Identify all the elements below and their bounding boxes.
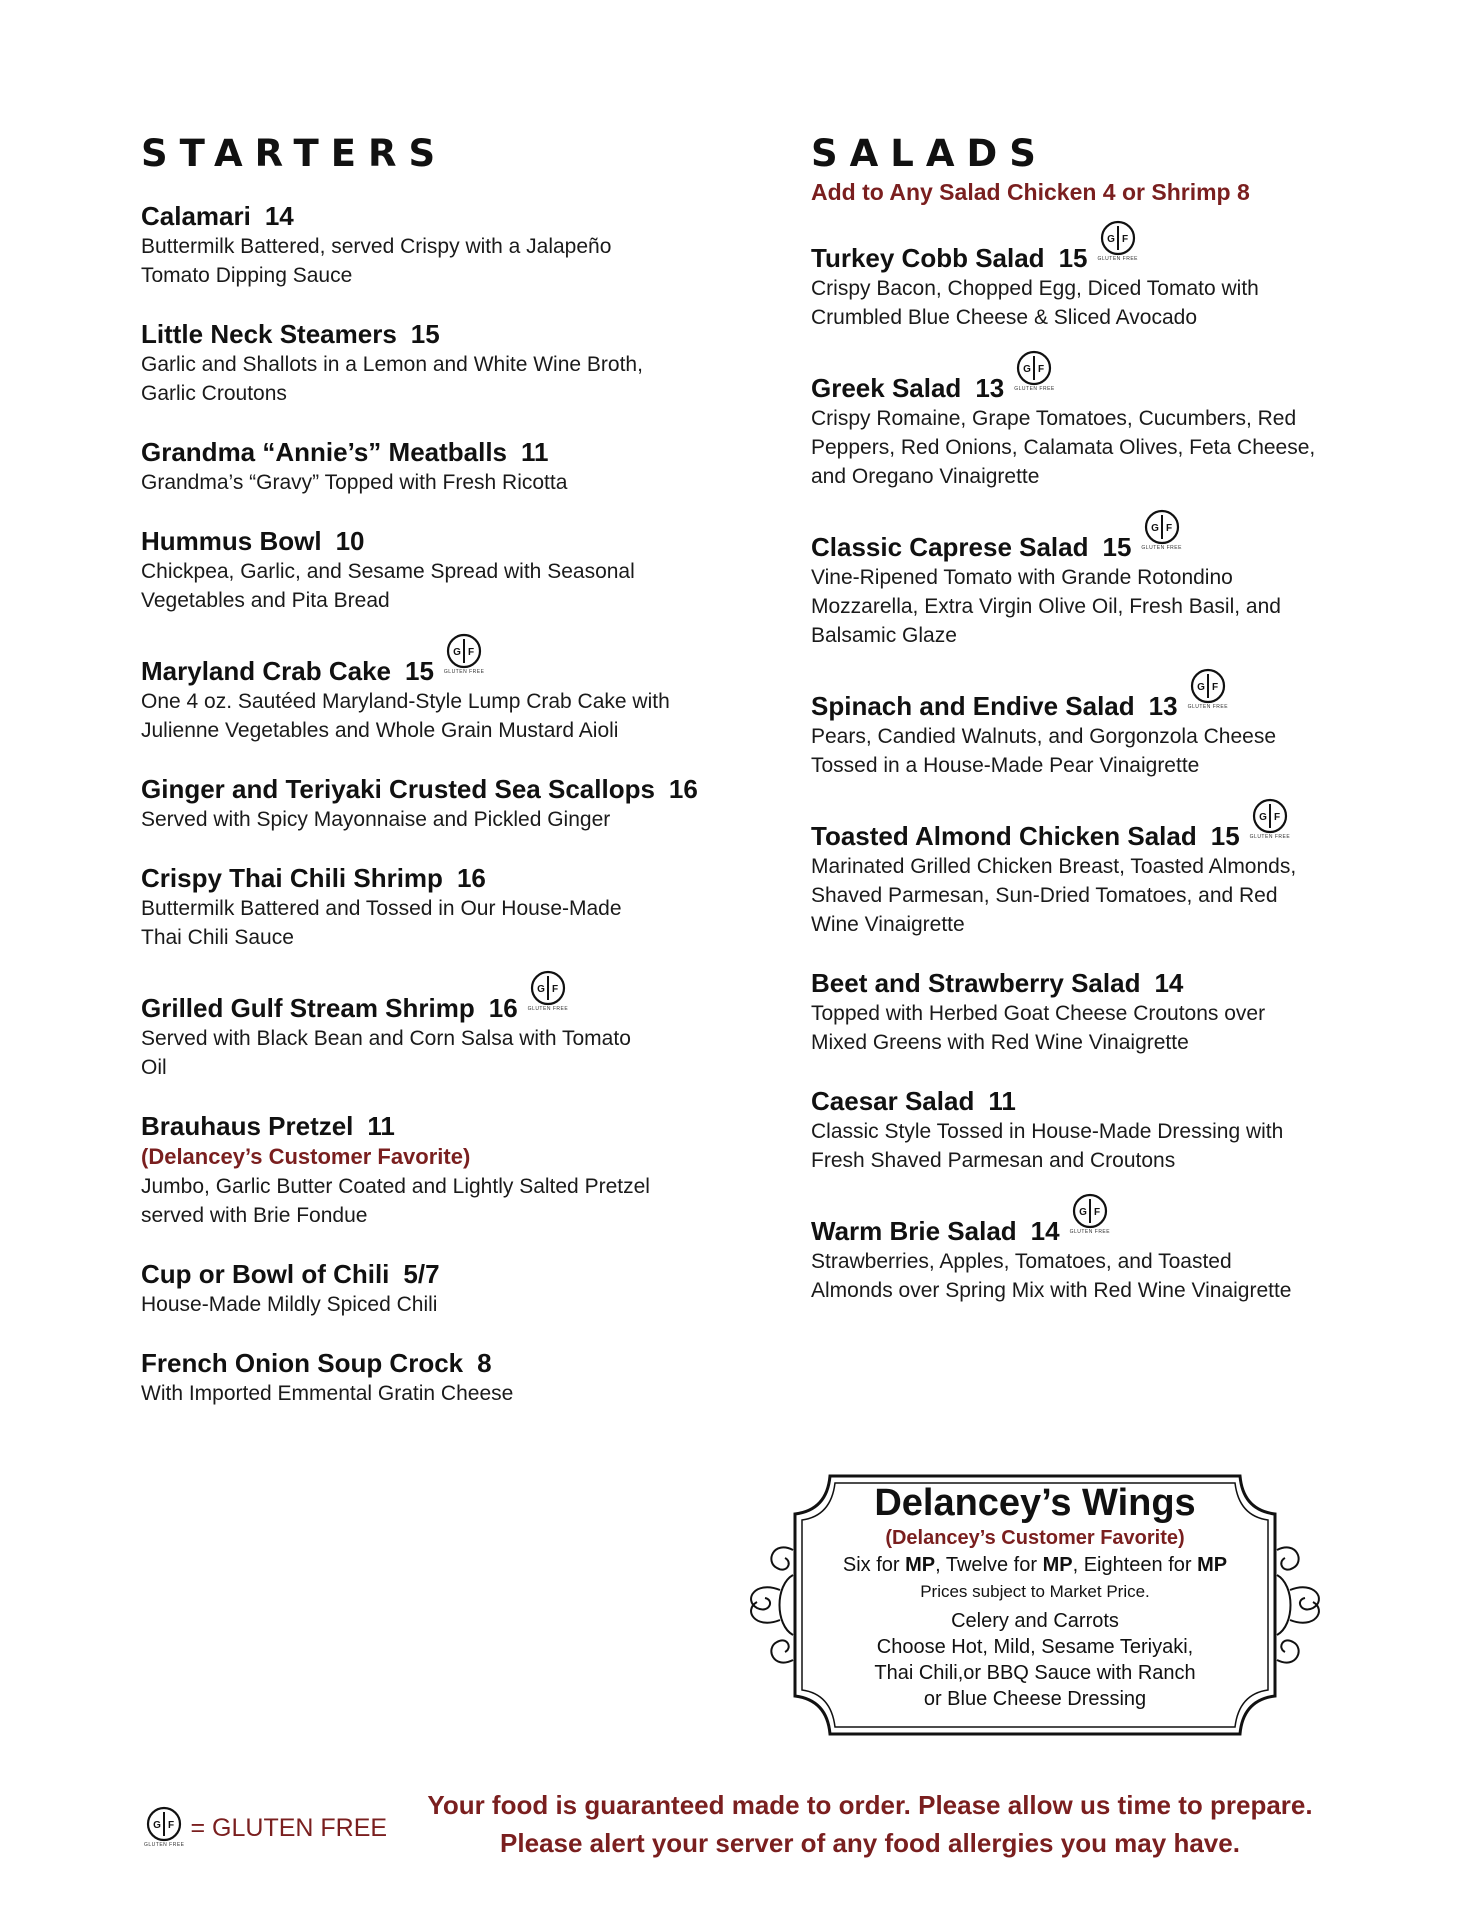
svg-text:F: F [168, 1820, 175, 1831]
item-header [141, 1258, 701, 1290]
svg-text:G: G [153, 1820, 162, 1831]
gluten-free-icon [1070, 1193, 1111, 1235]
item-name: Ginger and Teriyaki Crusted Sea Scallops [141, 774, 655, 804]
gluten-free-icon-caption: GLUTEN FREE [1014, 386, 1055, 392]
item-name: Turkey Cobb Salad [811, 243, 1045, 273]
item-price: 13 [975, 373, 1005, 403]
item-header [811, 967, 1371, 999]
item-name: Grandma “Annie’s” Meatballs [141, 437, 508, 467]
item-name: Cup or Bowl of Chili [141, 1259, 390, 1289]
item-description: House-Made Mildly Spiced Chili [141, 1293, 438, 1316]
item-price: 16 [668, 774, 698, 804]
gluten-free-icon-caption: GLUTEN FREE [1069, 1229, 1111, 1235]
salad-menu-item [811, 519, 1371, 650]
item-price: 11 [988, 1086, 1016, 1116]
starter-menu-item [141, 862, 701, 952]
salad-menu-item [811, 360, 1371, 491]
wings-box [735, 1470, 1335, 1740]
item-price: 14 [264, 201, 294, 231]
item-header [141, 436, 701, 468]
footer-line-1: Your food is guaranteed made to order. Please allow us time to prepare. [427, 1790, 1313, 1820]
item-header [141, 773, 701, 805]
gluten-free-icon [1014, 350, 1055, 392]
gluten-free-icon [1141, 509, 1182, 551]
item-price: 5/7 [403, 1259, 440, 1289]
starter-menu-item [141, 1347, 701, 1408]
item-price: 10 [335, 526, 365, 556]
salad-menu-item [811, 808, 1371, 939]
gluten-free-icon-caption: GLUTEN FREE [1097, 256, 1139, 262]
salad-menu-item [811, 1203, 1371, 1305]
svg-text:F: F [468, 647, 475, 658]
footer-message [370, 1786, 1370, 1862]
item-price: 16 [456, 863, 486, 893]
item-description: Buttermilk Battered and Tossed in Our House-Made Thai Chili Sauce [141, 897, 622, 949]
item-name: Calamari [141, 201, 251, 231]
item-description: Strawberries, Apples, Tomatoes, and Toasted Almonds over Spring Mix with Red Wine Vinaigrette [811, 1250, 1292, 1302]
item-description: Crispy Romaine, Grape Tomatoes, Cucumbers, Red Peppers, Red Onions, Calamata Olives, Feta Cheese, and Oregano Vinaigrette [811, 407, 1316, 488]
wings-price-note: Prices subject to Market Price. [920, 1582, 1150, 1601]
gluten-free-icon [1188, 668, 1229, 710]
salads-list [811, 230, 1371, 1305]
item-name: Crispy Thai Chili Shrimp [141, 863, 443, 893]
wings-twelve-label: , Twelve for [935, 1554, 1043, 1576]
item-name: French Onion Soup Crock [141, 1348, 464, 1378]
starters-title: STARTERS [141, 132, 448, 175]
salad-menu-item [811, 1085, 1371, 1175]
item-price: 15 [1058, 243, 1088, 273]
item-price: 8 [477, 1348, 492, 1378]
item-description: Grandma’s “Gravy” Topped with Fresh Ricotta [141, 471, 568, 494]
item-name: Grilled Gulf Stream Shrimp [141, 993, 475, 1023]
wings-six-label: Six for [842, 1554, 906, 1576]
item-name: Brauhaus Pretzel [141, 1111, 354, 1141]
gluten-free-icon [528, 970, 569, 1012]
item-description: With Imported Emmental Gratin Cheese [141, 1382, 514, 1405]
item-header [141, 318, 701, 350]
item-name: Beet and Strawberry Salad [811, 968, 1141, 998]
item-description: Served with Black Bean and Corn Salsa with Tomato Oil [141, 1027, 631, 1079]
item-header [811, 360, 1371, 404]
svg-text:F: F [551, 984, 558, 995]
svg-text:F: F [1038, 364, 1045, 375]
gluten-free-icon [1250, 798, 1291, 840]
starter-menu-item [141, 1110, 701, 1230]
starter-menu-item [141, 1258, 701, 1319]
item-favorite-label: (Delancey’s Customer Favorite) [141, 1144, 471, 1169]
item-price: 11 [367, 1111, 395, 1141]
item-header [141, 1347, 701, 1379]
item-name: Hummus Bowl [141, 526, 322, 556]
item-description: Chickpea, Garlic, and Sesame Spread with Seasonal Vegetables and Pita Bread [141, 560, 635, 612]
item-description: Marinated Grilled Chicken Breast, Toasted Almonds, Shaved Parmesan, Sun-Dried Tomatoes, and Red Wine Vinaigrette [811, 855, 1297, 936]
item-header [141, 980, 701, 1024]
item-name: Caesar Salad [811, 1086, 975, 1116]
item-price: 15 [410, 319, 440, 349]
svg-text:G: G [1259, 812, 1267, 823]
salads-title: SALADS [811, 132, 1048, 175]
item-name: Spinach and Endive Salad [811, 691, 1135, 721]
item-header [141, 525, 701, 557]
svg-text:G: G [1150, 523, 1159, 534]
item-description: Vine-Ripened Tomato with Grande Rotondino Mozzarella, Extra Virgin Olive Oil, Fresh Basil, and Balsamic Glaze [811, 566, 1281, 647]
svg-text:G: G [537, 984, 545, 995]
gluten-free-icon-caption: GLUTEN FREE [527, 1006, 569, 1012]
item-name: Warm Brie Salad [811, 1216, 1017, 1246]
starters-column [141, 132, 701, 1408]
gluten-free-icon-caption: GLUTEN FREE [443, 669, 485, 675]
item-header [811, 1203, 1371, 1247]
wings-eighteen-label: , Eighteen for [1072, 1554, 1198, 1576]
item-name: Little Neck Steamers [141, 319, 397, 349]
starters-list [141, 200, 701, 1408]
item-price: 14 [1154, 968, 1184, 998]
item-description: Topped with Herbed Goat Cheese Croutons over Mixed Greens with Red Wine Vinaigrette [811, 1002, 1266, 1054]
salads-column [811, 132, 1371, 1305]
item-description: Garlic and Shallots in a Lemon and White Wine Broth, Garlic Croutons [141, 353, 643, 405]
svg-text:G: G [1023, 364, 1032, 375]
wings-sizes [805, 1550, 1265, 1580]
item-description: Classic Style Tossed in House-Made Dressing with Fresh Shaved Parmesan and Croutons [811, 1120, 1284, 1172]
item-description: Pears, Candied Walnuts, and Gorgonzola Cheese Tossed in a House-Made Pear Vinaigrette [811, 725, 1276, 777]
item-name: Toasted Almond Chicken Salad [811, 821, 1197, 851]
gluten-free-icon-caption: GLUTEN FREE [1249, 834, 1291, 840]
item-price: 11 [521, 437, 549, 467]
item-header [811, 678, 1371, 722]
wings-twelve-price: MP [1042, 1554, 1073, 1576]
item-name: Greek Salad [811, 373, 962, 403]
item-header [811, 519, 1371, 563]
svg-text:G: G [453, 647, 462, 658]
gluten-free-legend [144, 1806, 387, 1850]
svg-text:G: G [1106, 234, 1115, 245]
item-description: Crispy Bacon, Chopped Egg, Diced Tomato with Crumbled Blue Cheese & Sliced Avocado [811, 277, 1259, 329]
item-description: Jumbo, Garlic Butter Coated and Lightly Salted Pretzel served with Brie Fondue [141, 1175, 650, 1227]
starter-menu-item [141, 980, 701, 1082]
item-price: 14 [1030, 1216, 1060, 1246]
svg-text:G: G [1196, 682, 1205, 693]
svg-text:F: F [1273, 812, 1280, 823]
salad-menu-item [811, 678, 1371, 780]
item-price: 15 [404, 656, 434, 686]
salads-addon-note: Add to Any Salad Chicken 4 or Shrimp 8 [811, 179, 1250, 205]
starter-menu-item [141, 318, 701, 408]
wings-six-price: MP [905, 1554, 936, 1576]
gluten-free-icon-caption: GLUTEN FREE [1141, 545, 1182, 551]
starter-menu-item [141, 525, 701, 615]
item-price: 15 [1210, 821, 1240, 851]
salad-menu-item [811, 230, 1371, 332]
wings-favorite-label: (Delancey’s Customer Favorite) [885, 1527, 1185, 1549]
gluten-free-icon-caption: GLUTEN FREE [1187, 704, 1229, 710]
wings-eighteen-price: MP [1197, 1554, 1228, 1576]
item-name: Classic Caprese Salad [811, 532, 1089, 562]
item-description: Buttermilk Battered, served Crispy with a Jalapeño Tomato Dipping Sauce [141, 235, 612, 287]
item-header [811, 1085, 1371, 1117]
gluten-free-legend-text: = GLUTEN FREE [190, 1813, 388, 1842]
item-header [141, 862, 701, 894]
item-name: Maryland Crab Cake [141, 656, 391, 686]
svg-text:G: G [1078, 1207, 1087, 1218]
svg-text:F: F [1121, 234, 1128, 245]
item-price: 15 [1102, 532, 1132, 562]
svg-text:F: F [1165, 523, 1172, 534]
item-header [141, 643, 701, 687]
wings-detail: Celery and Carrots Choose Hot, Mild, Sesame Teriyaki, Thai Chili,or BBQ Sauce with Ranch or Blue Cheese Dressing [874, 1610, 1196, 1710]
wings-title: Delancey’s Wings [874, 1482, 1196, 1524]
gluten-free-icon [1098, 220, 1139, 262]
item-header [811, 808, 1371, 852]
svg-text:F: F [1211, 682, 1218, 693]
footer-line-2: Please alert your server of any food allergies you may have. [500, 1828, 1240, 1858]
item-price: 16 [488, 993, 518, 1023]
svg-text:F: F [1093, 1207, 1100, 1218]
item-price: 13 [1148, 691, 1178, 721]
salad-menu-item [811, 967, 1371, 1057]
gluten-free-icon [444, 633, 485, 675]
starter-menu-item [141, 200, 701, 290]
starter-menu-item [141, 643, 701, 745]
starter-menu-item [141, 773, 701, 834]
item-header [811, 230, 1371, 274]
item-description: One 4 oz. Sautéed Maryland-Style Lump Crab Cake with Julienne Vegetables and Whole Grain Mustard Aioli [141, 690, 670, 742]
item-header [141, 1110, 701, 1142]
gluten-free-icon [144, 1806, 185, 1848]
gluten-free-icon-caption: GLUTEN FREE [144, 1842, 185, 1848]
item-header [141, 200, 701, 232]
wings-content [805, 1480, 1265, 1712]
starter-menu-item [141, 436, 701, 497]
item-description: Served with Spicy Mayonnaise and Pickled Ginger [141, 808, 611, 831]
